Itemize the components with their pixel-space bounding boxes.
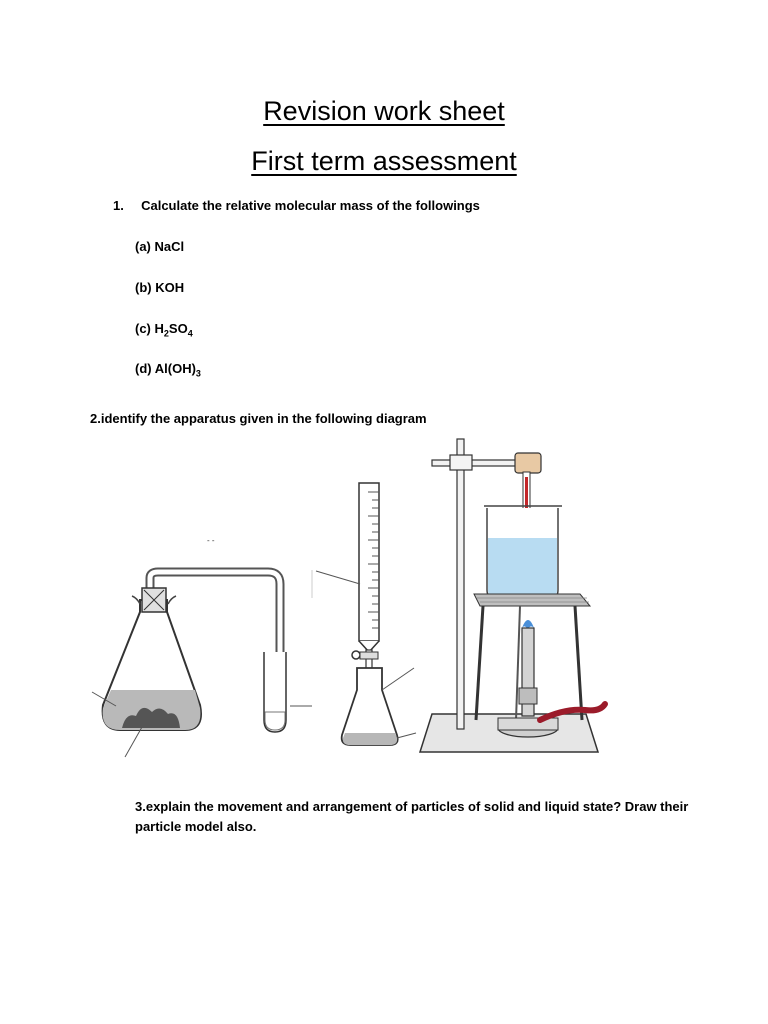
item-label: (d) (135, 361, 152, 376)
worksheet-subtitle: First term assessment (251, 146, 517, 176)
item-label: (a) (135, 239, 151, 254)
item-label: (c) (135, 321, 151, 336)
question-3-line-2: particle model also. (135, 819, 257, 834)
question-1-text: Calculate the relative molecular mass of the followings (141, 198, 480, 213)
item-formula: $Al(OH)_3$ (154, 361, 201, 379)
item-formula: NaCl (154, 239, 185, 254)
item-formula: $H_2SO_4$ (154, 321, 193, 339)
svg-text:- -: - - (207, 536, 215, 545)
item-label: (b) (135, 280, 152, 295)
question-1-number: 1. (113, 198, 124, 213)
item-formula: KOH (155, 280, 185, 295)
heating-setup-icon (420, 439, 605, 752)
question-2: 2.identify the apparatus given in the following diagram (90, 411, 427, 426)
question-3-line-1: 3.explain the movement and arrangement of particles of solid and liquid state? Draw their (135, 799, 689, 814)
worksheet-title: Revision work sheet (263, 96, 505, 126)
conical-flask-setup-icon (92, 536, 312, 757)
burette-setup-icon (312, 483, 416, 745)
